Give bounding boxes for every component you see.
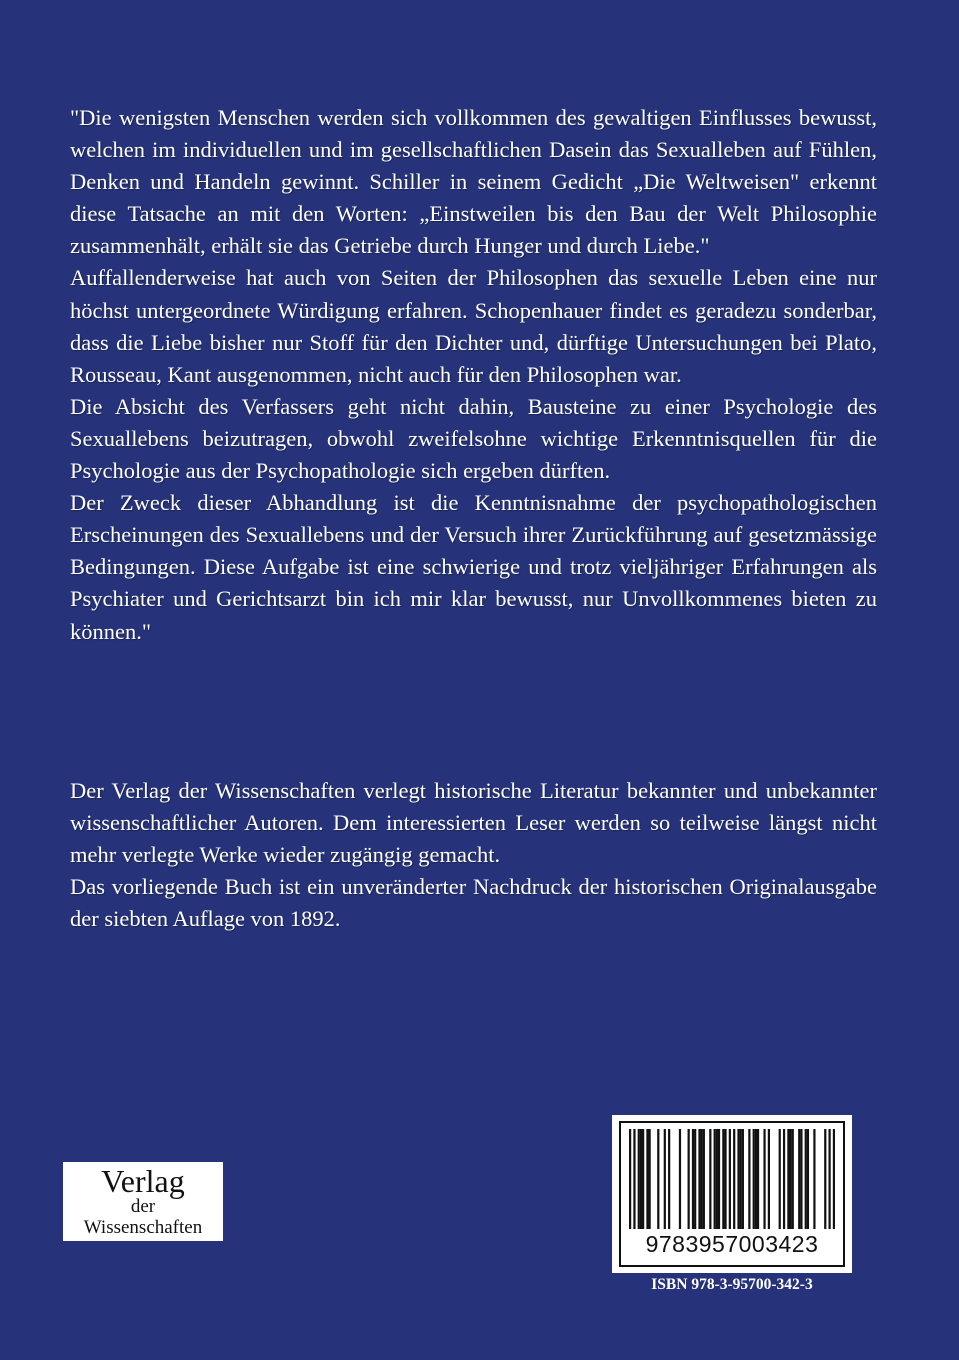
logo-line-wissenschaften: Wissenschaften [83,1217,203,1238]
barcode-frame [619,1121,845,1267]
logo-line-der: der [130,1196,156,1217]
barcode-bar [701,1129,703,1229]
publisher-paragraph-2: Das vorliegende Buch ist ein unveränderter Nachdruck der historischen Originalausgabe der siebten Auflage von 1892. [70,874,877,932]
barcode-bar [642,1129,644,1229]
barcode-bar [716,1129,718,1229]
barcode-panel [612,1115,852,1273]
quote-paragraph-4: Der Zweck dieser Abhandlung ist die Kenntnisnahme der psychopathologischen Erscheinungen des Sexuallebens und der Versuch ihrer Zurückführung auf gesetzmässige Bedingungen. Diese Aufgabe ist eine schwierige und trotz vieljähriger Erfahrungen als Psychiater und Gerichtsarzt bin ich mir klar bewusst, nur Unvollkommenes bieten zu können." [70,490,877,644]
barcode-bar [629,1129,631,1229]
barcode-digits: 9783957003423 [645,1231,819,1257]
barcode-bar [694,1129,696,1229]
quote-paragraph-2: Auffallenderweise hat auch von Seiten der Philosophen das sexuelle Leben eine nur höchst untergeordnete Würdigung erfahren. Schopenhauer findet es geradezu sonderbar, dass die Liebe bisher nur Stoff für den Dichter und, dürftige Untersuchungen bei Plato, Rousseau, Kant ausgenommen, nicht auch für den Philosophen war. [70,265,877,387]
barcode-bar [638,1129,640,1229]
barcode-bar [688,1129,690,1229]
barcode-bar [753,1129,755,1229]
barcode-bar [813,1129,815,1229]
barcode-bar [798,1129,800,1229]
barcode-bar [779,1129,781,1229]
barcode-bar [740,1129,742,1229]
barcode-bar [787,1129,789,1229]
barcode-bar [633,1129,635,1229]
barcode-bar [805,1129,807,1229]
barcode-bar [763,1129,765,1229]
barcode-bar [724,1129,726,1229]
barcode-bar [828,1129,830,1229]
barcode-bar [824,1129,826,1229]
barcode-bar [709,1129,711,1229]
barcode-bar [768,1129,770,1229]
barcode-bar [792,1129,794,1229]
barcode-bar [679,1129,681,1229]
barcode-bar [783,1129,785,1229]
barcode-bar [657,1129,659,1229]
isbn-label: ISBN 978-3-95700-342-3 [651,1276,813,1293]
barcode-bar [646,1129,648,1229]
barcode-bar [789,1129,791,1229]
barcode-bar [664,1129,666,1229]
barcode-bar [714,1129,716,1229]
barcode-bar [649,1129,651,1229]
back-cover-quote [70,102,877,648]
barcode-bar [668,1129,670,1229]
publisher-description [70,775,877,935]
logo-line-verlag: Verlag [101,1163,185,1199]
barcode-bar [698,1129,700,1229]
barcode-bar [692,1129,694,1229]
quote-paragraph-3: Die Absicht des Verfassers geht nicht dahin, Bausteine zu einer Psychologie des Sexuallebens beizutragen, obwohl zweifelsohne wichtige Erkenntnisquellen für die Psychologie aus der Psychopathologie sich ergeben dürften. [70,393,877,484]
barcode-bar [722,1129,724,1229]
publisher-paragraph-1: Der Verlag der Wissenschaften verlegt historische Literatur bekannter und unbekannter wissenschaftlicher Autoren. Dem interessierten Leser werden so teilweise längst nicht mehr verlegte Werke wieder zugängig gemacht. [70,778,877,868]
barcode-bar [757,1129,759,1229]
barcode-bars [629,1129,835,1229]
barcode-bar [640,1129,642,1229]
barcode-bar [800,1129,802,1229]
publisher-logo [63,1162,223,1241]
barcode-bar [737,1129,739,1229]
barcode-bar [833,1129,835,1229]
barcode-bar [807,1129,809,1229]
barcode-bar [718,1129,720,1229]
barcode-bar [703,1129,705,1229]
barcode-bar [755,1129,757,1229]
barcode-bar [733,1129,735,1229]
barcode-bar [742,1129,744,1229]
barcode-bar [729,1129,731,1229]
quote-paragraph-1: "Die wenigsten Menschen werden sich vollkommen des gewaltigen Einflusses bewusst, welchen im individuellen und im gesellschaftlichen Dasein das Sexualleben auf Fühlen, Denken und Handeln gewinnt. Schiller in seinem Gedicht „Die Weltweisen" erkennt diese Tatsache an mit den Worten: „Einstweilen bis den Bau der Welt Philosophie zusammenhält, erhält sie das Getriebe durch Hunger und durch Liebe." [70,105,877,259]
barcode-bar [748,1129,750,1229]
